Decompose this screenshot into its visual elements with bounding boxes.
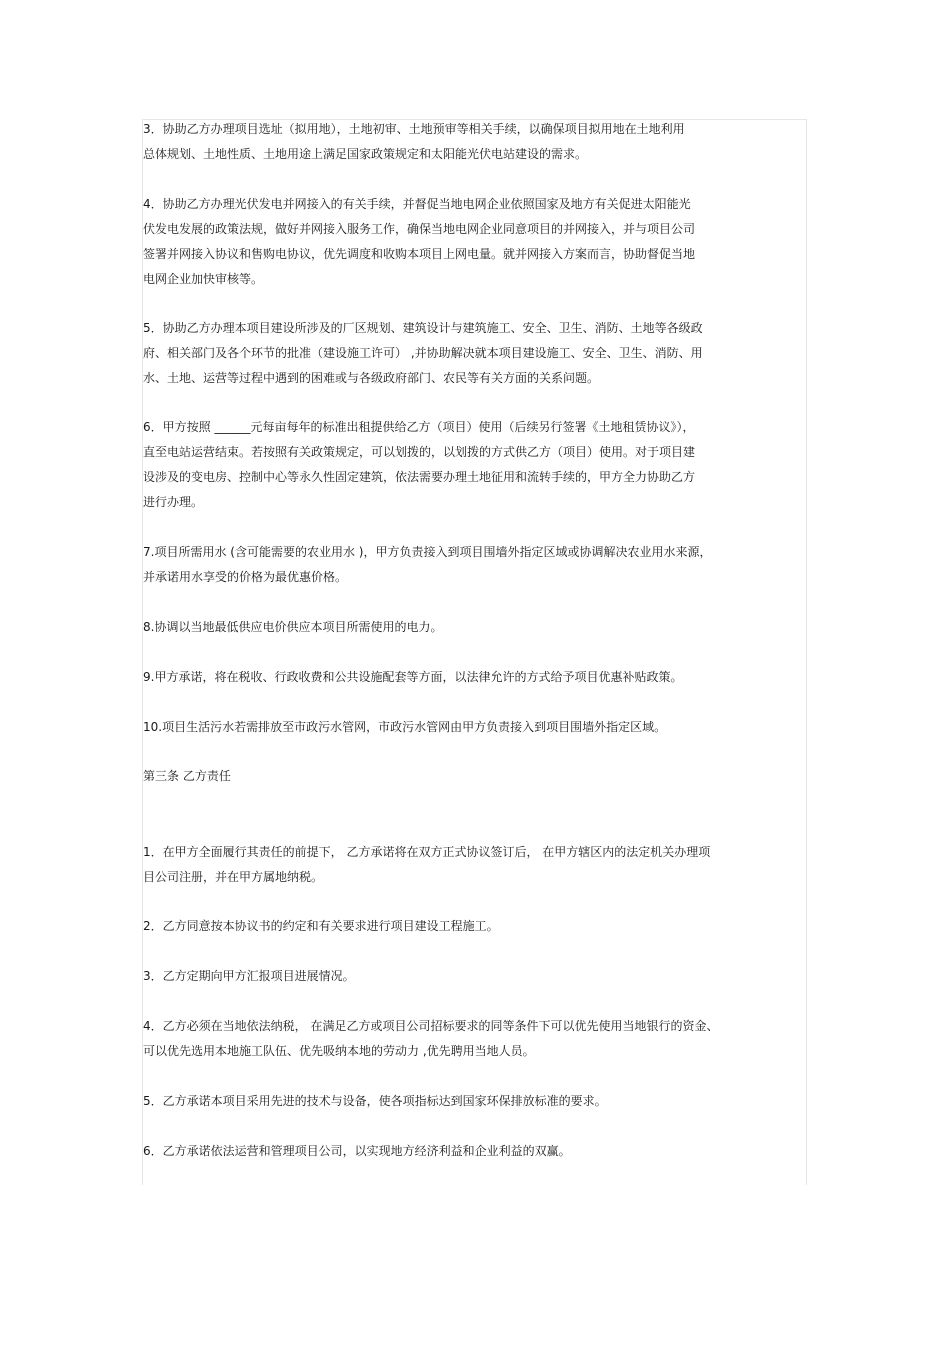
text-line: 9.甲方承诺，将在税收、行政收费和公共设施配套等方面，以法律允许的方式给予项目优惠补贴政策。 [143, 670, 683, 684]
text-line: 3．协助乙方办理项目选址（拟用地），土地初审、土地预审等相关手续，以确保项目拟用地在土地利用 [143, 122, 685, 136]
clause-3-item-3 [143, 964, 793, 989]
clause-2-item-7 [143, 540, 793, 590]
clause-3-item-4 [143, 1014, 793, 1064]
text-line: 进行办理。 [143, 495, 204, 509]
clause-3-item-2 [143, 914, 793, 939]
text-line: 府、相关部门及各个环节的批准（建设施工许可） ,并协助解决就本项目建设施工、安全、卫生、消防、用 [143, 346, 703, 360]
text-line: 7.项目所需用水 (含可能需要的农业用水 )，甲方负责接入到项目围墙外指定区域或协调解决农业用水来源， [143, 545, 712, 559]
clause-2-item-9 [143, 665, 793, 690]
section-heading-article-3 [143, 764, 793, 789]
text-line: 3．乙方定期向甲方汇报项目进展情况。 [143, 969, 355, 983]
text-line: 10.项目生活污水若需排放至市政污水管网，市政污水管网由甲方负责接入到项目围墙外指定区域。 [143, 720, 667, 734]
clause-2-item-10 [143, 715, 793, 740]
text-line: 总体规划、土地性质、土地用途上满足国家政策规定和太阳能光伏电站建设的需求。 [143, 147, 588, 161]
clause-3-item-1 [143, 840, 793, 890]
text-line: 可以优先选用本地施工队伍、优先吸纳本地的劳动力 ,优先聘用当地人员。 [143, 1044, 535, 1058]
text-line: 电网企业加快审核等。 [143, 272, 264, 286]
text-line: 水、土地、运营等过程中遇到的困难或与各级政府部门、农民等有关方面的关系问题。 [143, 371, 600, 385]
text-line: 5．乙方承诺本项目采用先进的技术与设备，使各项指标达到国家环保排放标准的要求。 [143, 1094, 607, 1108]
text-line: 6．甲方按照 ______元每亩每年的标准出租提供给乙方（项目）使用（后续另行签署《土地租赁协议》）， [143, 420, 695, 434]
text-line: 目公司注册，并在甲方属地纳税。 [143, 870, 324, 884]
text-line: 4．协助乙方办理光伏发电并网接入的有关手续，并督促当地电网企业依照国家及地方有关促进太阳能光 [143, 197, 691, 211]
text-line: 直至电站运营结束。若按照有关政策规定，可以划拨的，以划拨的方式供乙方（项目）使用。对于项目建 [143, 445, 696, 459]
text-line: 设涉及的变电房、控制中心等永久性固定建筑，依法需要办理土地征用和流转手续的，甲方全力协助乙方 [143, 470, 696, 484]
section-heading: 第三条 乙方责任 [143, 769, 231, 783]
clause-2-item-8 [143, 615, 793, 640]
text-line: 签署并网接入协议和售购电协议，优先调度和收购本项目上网电量。就并网接入方案而言，协助督促当地 [143, 247, 696, 261]
text-line: 5．协助乙方办理本项目建设所涉及的厂区规划、建筑设计与建筑施工、安全、卫生、消防、土地等各级政 [143, 321, 703, 335]
text-line: 并承诺用水享受的价格为最优惠价格。 [143, 570, 348, 584]
clause-3-item-6 [143, 1139, 793, 1164]
text-line: 2．乙方同意按本协议书的约定和有关要求进行项目建设工程施工。 [143, 919, 499, 933]
clause-2-item-3 [143, 117, 793, 167]
text-line: 8.协调以当地最低供应电价供应本项目所需使用的电力。 [143, 620, 443, 634]
clause-2-item-6 [143, 415, 793, 515]
clause-2-item-4 [143, 192, 793, 292]
text-line: 伏发电发展的政策法规，做好并网接入服务工作，确保当地电网企业同意项目的并网接入，并与项目公司 [143, 222, 696, 236]
text-line: 6．乙方承诺依法运营和管理项目公司，以实现地方经济利益和企业利益的双赢。 [143, 1144, 571, 1158]
text-line: 1．在甲方全面履行其责任的前提下， 乙方承诺将在双方正式协议签订后， 在甲方辖区内的法定机关办理项 [143, 845, 711, 859]
clause-3-item-5 [143, 1089, 793, 1114]
text-line: 4．乙方必须在当地依法纳税， 在满足乙方或项目公司招标要求的同等条件下可以优先使用当地银行的资金、 [143, 1019, 719, 1033]
clause-2-item-5 [143, 316, 793, 391]
